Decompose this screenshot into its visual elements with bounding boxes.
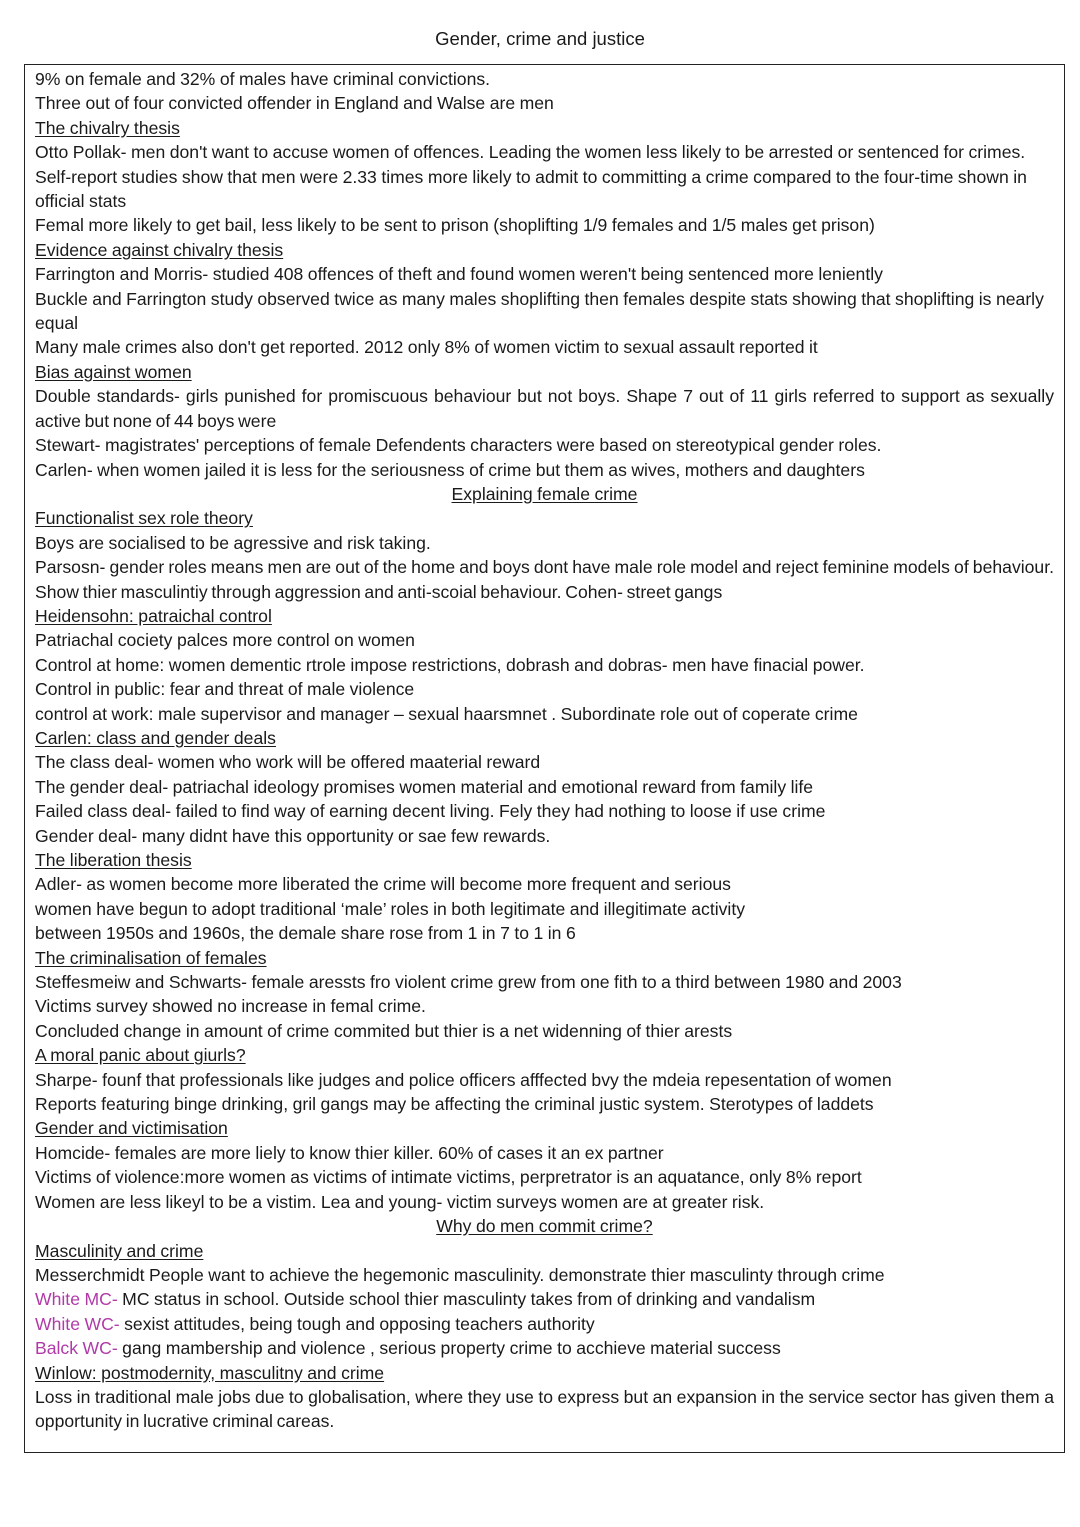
note-line	[35, 653, 1054, 677]
note-line	[35, 1336, 1054, 1360]
line-text: Winlow: postmodernity, masculitny and crime	[35, 1362, 385, 1383]
line-text: Heidensohn: patraichal control	[35, 605, 272, 626]
note-line	[35, 897, 1054, 921]
note-line	[35, 799, 1054, 823]
note-line	[35, 677, 1054, 701]
group-label: Balck WC-	[35, 1338, 118, 1359]
line-text: The criminalisation of females	[35, 947, 267, 968]
section-heading	[35, 604, 1054, 628]
line-text: Self-report studies show that men were 2.33 times more likely to admit to committing a crime compared to the four-time shown in official stats	[35, 166, 1027, 212]
note-line	[35, 287, 1054, 336]
line-text: Loss in traditional male jobs due to globalisation, where they use to express but an expansion in the service sector has given them a opportunity in lucrative criminal careas.	[35, 1386, 1054, 1432]
note-line	[35, 531, 1054, 555]
line-text: Patriachal cociety palces more control on women	[35, 630, 415, 651]
line-text: Victims survey showed no increase in femal crime.	[35, 996, 426, 1017]
note-line	[35, 91, 1054, 115]
line-text: Control at home: women dementic rtrole impose restrictions, dobrash and dobras- men have finacial power.	[35, 654, 865, 675]
line-text: The gender deal- patriachal ideology promises women material and emotional reward from family life	[35, 776, 814, 797]
section-heading	[35, 726, 1054, 750]
section-heading	[35, 1116, 1054, 1140]
section-heading	[35, 1239, 1054, 1263]
line-text: The chivalry thesis	[35, 117, 180, 138]
note-line	[35, 1092, 1054, 1116]
line-text: Double standards- girls punished for promiscuous behaviour but not boys. Shape 7 out of 11 girls referred to support as sexually active but none of 44 boys were	[35, 386, 1054, 431]
section-title	[35, 1214, 1054, 1238]
section-heading	[35, 848, 1054, 872]
line-text: Failed class deal- failed to find way of earning decent living. Fely they had nothing to loose if use crime	[35, 801, 826, 822]
note-line	[35, 555, 1054, 604]
notes-box	[24, 64, 1065, 1453]
line-text: Adler- as women become more liberated the crime will become more frequent and serious	[35, 874, 731, 895]
note-line	[35, 1165, 1054, 1189]
line-text: 9% on female and 32% of males have criminal convictions.	[35, 69, 491, 89]
document-title: Gender, crime and justice	[435, 28, 645, 49]
line-text: Steffesmeiw and Schwarts- female aressts fro violent crime grew from one fith to a third between 1980 and 2003	[35, 972, 902, 993]
line-text: The liberation thesis	[35, 850, 192, 870]
section-heading	[35, 506, 1054, 530]
line-text: Buckle and Farrington study observed twice as many males shoplifting then females despite stats showing that shoplifting is nearly equal	[35, 288, 1044, 334]
note-line	[35, 1263, 1054, 1287]
line-text: Three out of four convicted offender in England and Walse are men	[35, 93, 554, 114]
note-line	[35, 921, 1054, 945]
note-line	[35, 775, 1054, 799]
line-text: Farrington and Morris- studied 408 offences of theft and found women weren't being sentenced more leniently	[35, 264, 883, 285]
line-text: Control in public: fear and threat of male violence	[35, 679, 415, 700]
group-label: White MC-	[35, 1289, 118, 1310]
note-line	[35, 262, 1054, 286]
line-text: Victims of violence:more women as victims of intimate victims, perpretrator is an aquatance, only 8% report	[35, 1167, 862, 1188]
line-text: Why do men commit crime?	[436, 1216, 653, 1237]
note-line	[35, 1190, 1054, 1214]
line-text: control at work: male supervisor and manager – sexual haarsmnet . Subordinate role out of coperate crime	[35, 703, 858, 724]
section-heading	[35, 1043, 1054, 1067]
line-text: Homcide- females are more liely to know thier killer. 60% of cases it an ex partner	[35, 1142, 664, 1163]
section-heading	[35, 1361, 1054, 1385]
note-line	[35, 628, 1054, 652]
line-text: Gender deal- many didnt have this opportunity or sae few rewards.	[35, 825, 551, 846]
line-text: Many male crimes also don't get reported. 2012 only 8% of women victim to sexual assault reported it	[35, 337, 818, 358]
line-text: Boys are socialised to be agressive and risk taking.	[35, 532, 431, 553]
line-text: Concluded change in amount of crime commited but thier is a net widenning of thier arests	[35, 1020, 733, 1041]
note-line	[35, 140, 1054, 164]
note-line	[35, 458, 1054, 482]
line-text: The class deal- women who work will be offered maaterial reward	[35, 752, 541, 773]
line-text: Evidence against chivalry thesis	[35, 239, 284, 260]
line-text: Sharpe- founf that professionals like judges and police officers afffected bvy the mdeia repesentation of women	[35, 1069, 892, 1090]
line-text: A moral panic about giurls?	[35, 1045, 246, 1066]
line-text: Otto Pollak- men don't want to accuse women of offences. Leading the women less likely to be arrested or sentenced for crimes.	[35, 142, 1026, 163]
section-heading	[35, 116, 1054, 140]
line-text: gang mambership and violence , serious property crime to acchieve material success	[117, 1338, 781, 1359]
note-line	[35, 1287, 1054, 1311]
note-line	[35, 433, 1054, 457]
line-text: Functionalist sex role theory	[35, 508, 253, 529]
section-title	[35, 482, 1054, 506]
note-line	[35, 994, 1054, 1018]
line-text: Explaining female crime	[451, 483, 638, 504]
note-line	[35, 384, 1054, 433]
note-line	[35, 750, 1054, 774]
note-line	[35, 824, 1054, 848]
group-label: White WC-	[35, 1313, 120, 1334]
line-text: MC status in school. Outside school thier masculinty takes from of drinking and vandalism	[117, 1289, 816, 1310]
line-text: Masculinity and crime	[35, 1240, 204, 1261]
line-text: sexist attitudes, being tough and opposing teachers authority	[119, 1313, 595, 1334]
line-text: Parsosn- gender roles means men are out of the home and boys dont have male role model and reject feminine models of behaviour. Show thier masculintiy through aggression and anti-scoial behaviour. Cohen- street gangs	[35, 557, 1054, 602]
line-text: Gender and victimisation	[35, 1118, 228, 1139]
line-text: Women are less likeyl to be a vistim. Lea and young- victim surveys women are at greater risk.	[35, 1191, 765, 1212]
line-text: Femal more likely to get bail, less likely to be sent to prison (shoplifting 1/9 females and 1/5 males get prison)	[35, 215, 875, 236]
section-heading	[35, 238, 1054, 262]
note-line	[35, 213, 1054, 237]
note-line	[35, 1019, 1054, 1043]
line-text: between 1950s and 1960s, the demale share rose from 1 in 7 to 1 in 6	[35, 923, 576, 944]
line-text: women have begun to adopt traditional ‘male’ roles in both legitimate and illegitimate activity	[35, 898, 746, 919]
line-text: Bias against women	[35, 361, 192, 382]
section-heading	[35, 360, 1054, 384]
line-text: Carlen: class and gender deals	[35, 727, 276, 748]
line-text: Stewart- magistrates' perceptions of female Defendents characters were based on stereotypical gender roles.	[35, 435, 882, 456]
note-line	[35, 872, 1054, 896]
line-text: Carlen- when women jailed it is less for the seriousness of crime but them as wives, mothers and daughters	[35, 459, 865, 480]
section-heading	[35, 946, 1054, 970]
note-line	[35, 165, 1054, 214]
note-line	[35, 335, 1054, 359]
note-line	[35, 702, 1054, 726]
line-text: Messerchmidt People want to achieve the hegemonic masculinity. demonstrate thier masculinty through crime	[35, 1264, 885, 1285]
note-line	[35, 1312, 1054, 1336]
note-line	[35, 1385, 1054, 1434]
note-line	[35, 1068, 1054, 1092]
line-text: Reports featuring binge drinking, gril gangs may be affecting the criminal justic system. Sterotypes of laddets	[35, 1094, 874, 1115]
note-line	[35, 67, 1054, 91]
note-line	[35, 970, 1054, 994]
note-line	[35, 1141, 1054, 1165]
